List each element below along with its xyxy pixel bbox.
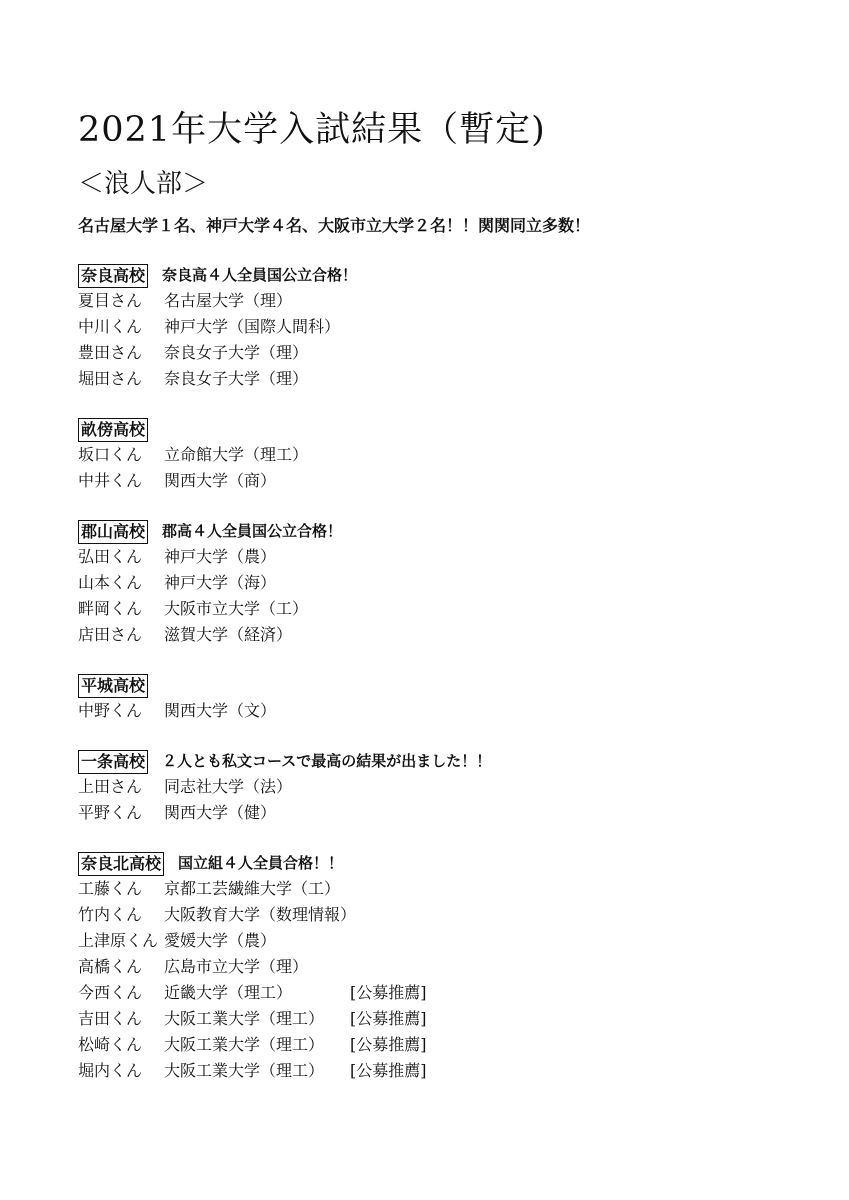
student-name: 工藤くん <box>78 879 143 898</box>
student-name: 堀内くん <box>78 1061 143 1080</box>
student-name: 吉田くん <box>78 1009 143 1028</box>
school-section <box>78 519 818 648</box>
student-university: 同志社大学（法） <box>164 777 293 796</box>
student-university: 大阪工業大学（理工） <box>164 1061 325 1080</box>
school-name-box: 奈良北高校 <box>78 852 164 876</box>
student-name: 中川くん <box>78 317 143 336</box>
student-name: 高橋くん <box>78 957 143 976</box>
student-university: 奈良女子大学（理） <box>164 343 309 362</box>
school-name-box: 平城高校 <box>78 674 148 698</box>
student-name: 中井くん <box>78 471 143 490</box>
school-section <box>78 749 818 826</box>
student-university: 広島市立大学（理） <box>164 957 309 976</box>
results-summary: 名古屋大学１名、神戸大学４名、大阪市立大学２名！！関関同立多数！ <box>78 216 591 235</box>
school-header <box>78 673 818 698</box>
student-name: 弘田くん <box>78 547 143 566</box>
school-name-box: 奈良高校 <box>78 264 148 288</box>
school-list <box>78 263 818 1084</box>
student-row <box>78 442 818 468</box>
student-university: 大阪教育大学（数理情報） <box>164 905 357 924</box>
school-note: 奈良高４人全員国公立合格！ <box>162 266 358 284</box>
student-row <box>78 1006 818 1032</box>
school-header <box>78 519 818 544</box>
document-page <box>78 104 818 1084</box>
school-header <box>78 851 818 876</box>
student-row <box>78 314 818 340</box>
student-row <box>78 698 818 724</box>
school-header <box>78 749 818 774</box>
student-name: 中野くん <box>78 701 143 720</box>
school-section <box>78 851 818 1084</box>
student-university: 奈良女子大学（理） <box>164 369 309 388</box>
student-row <box>78 902 818 928</box>
admission-type-tag: [公募推薦] <box>350 1061 427 1080</box>
student-row <box>78 544 818 570</box>
student-university: 神戸大学（農） <box>164 547 277 566</box>
page-title: 2021年大学入試結果（暫定) <box>78 110 546 150</box>
student-row <box>78 340 818 366</box>
student-name: 山本くん <box>78 573 143 592</box>
student-row <box>78 622 818 648</box>
school-name-box: 郡山高校 <box>78 520 148 544</box>
student-university: 大阪工業大学（理工） <box>164 1035 325 1054</box>
school-note: ２人とも私文コースで最高の結果が出ました！！ <box>162 752 492 770</box>
school-header <box>78 263 818 288</box>
student-row <box>78 288 818 314</box>
school-note: 郡高４人全員国公立合格！ <box>162 522 343 540</box>
student-university: 神戸大学（国際人間科） <box>164 317 341 336</box>
school-name-box: 畝傍高校 <box>78 418 148 442</box>
admission-type-tag: [公募推薦] <box>350 1009 427 1028</box>
student-name: 竹内くん <box>78 905 143 924</box>
page-subtitle: ＜浪人部＞ <box>78 169 209 199</box>
student-name: 豊田さん <box>78 343 143 362</box>
student-row <box>78 800 818 826</box>
student-name: 上田さん <box>78 777 143 796</box>
student-name: 坂口くん <box>78 445 143 464</box>
student-university: 名古屋大学（理） <box>164 291 293 310</box>
student-row <box>78 774 818 800</box>
student-row <box>78 570 818 596</box>
student-name: 畔岡くん <box>78 599 143 618</box>
student-university: 大阪工業大学（理工） <box>164 1009 325 1028</box>
student-row <box>78 468 818 494</box>
school-name-box: 一条高校 <box>78 750 148 774</box>
student-university: 愛媛大学（農） <box>164 931 277 950</box>
student-row <box>78 954 818 980</box>
student-name: 松崎くん <box>78 1035 143 1054</box>
student-name: 夏目さん <box>78 291 143 310</box>
school-section <box>78 417 818 494</box>
admission-type-tag: [公募推薦] <box>350 983 427 1002</box>
student-row <box>78 596 818 622</box>
student-university: 大阪市立大学（工） <box>164 599 309 618</box>
school-note: 国立組４人全員合格！！ <box>178 854 344 872</box>
student-row <box>78 1032 818 1058</box>
student-university: 神戸大学（海） <box>164 573 277 592</box>
student-row <box>78 366 818 392</box>
school-section <box>78 263 818 392</box>
student-row <box>78 980 818 1006</box>
student-university: 京都工芸繊維大学（工） <box>164 879 341 898</box>
student-name: 上津原くん <box>78 931 159 950</box>
student-university: 立命館大学（理工） <box>164 445 309 464</box>
school-header <box>78 417 818 442</box>
student-university: 近畿大学（理工） <box>164 983 293 1002</box>
student-name: 今西くん <box>78 983 143 1002</box>
student-university: 関西大学（文） <box>164 701 277 720</box>
student-name: 堀田さん <box>78 369 143 388</box>
student-university: 関西大学（健） <box>164 803 277 822</box>
student-university: 滋賀大学（経済） <box>164 625 293 644</box>
student-row <box>78 1058 818 1084</box>
student-name: 平野くん <box>78 803 143 822</box>
admission-type-tag: [公募推薦] <box>350 1035 427 1054</box>
student-university: 関西大学（商） <box>164 471 277 490</box>
student-row <box>78 876 818 902</box>
student-name: 店田さん <box>78 625 143 644</box>
student-row <box>78 928 818 954</box>
school-section <box>78 673 818 724</box>
